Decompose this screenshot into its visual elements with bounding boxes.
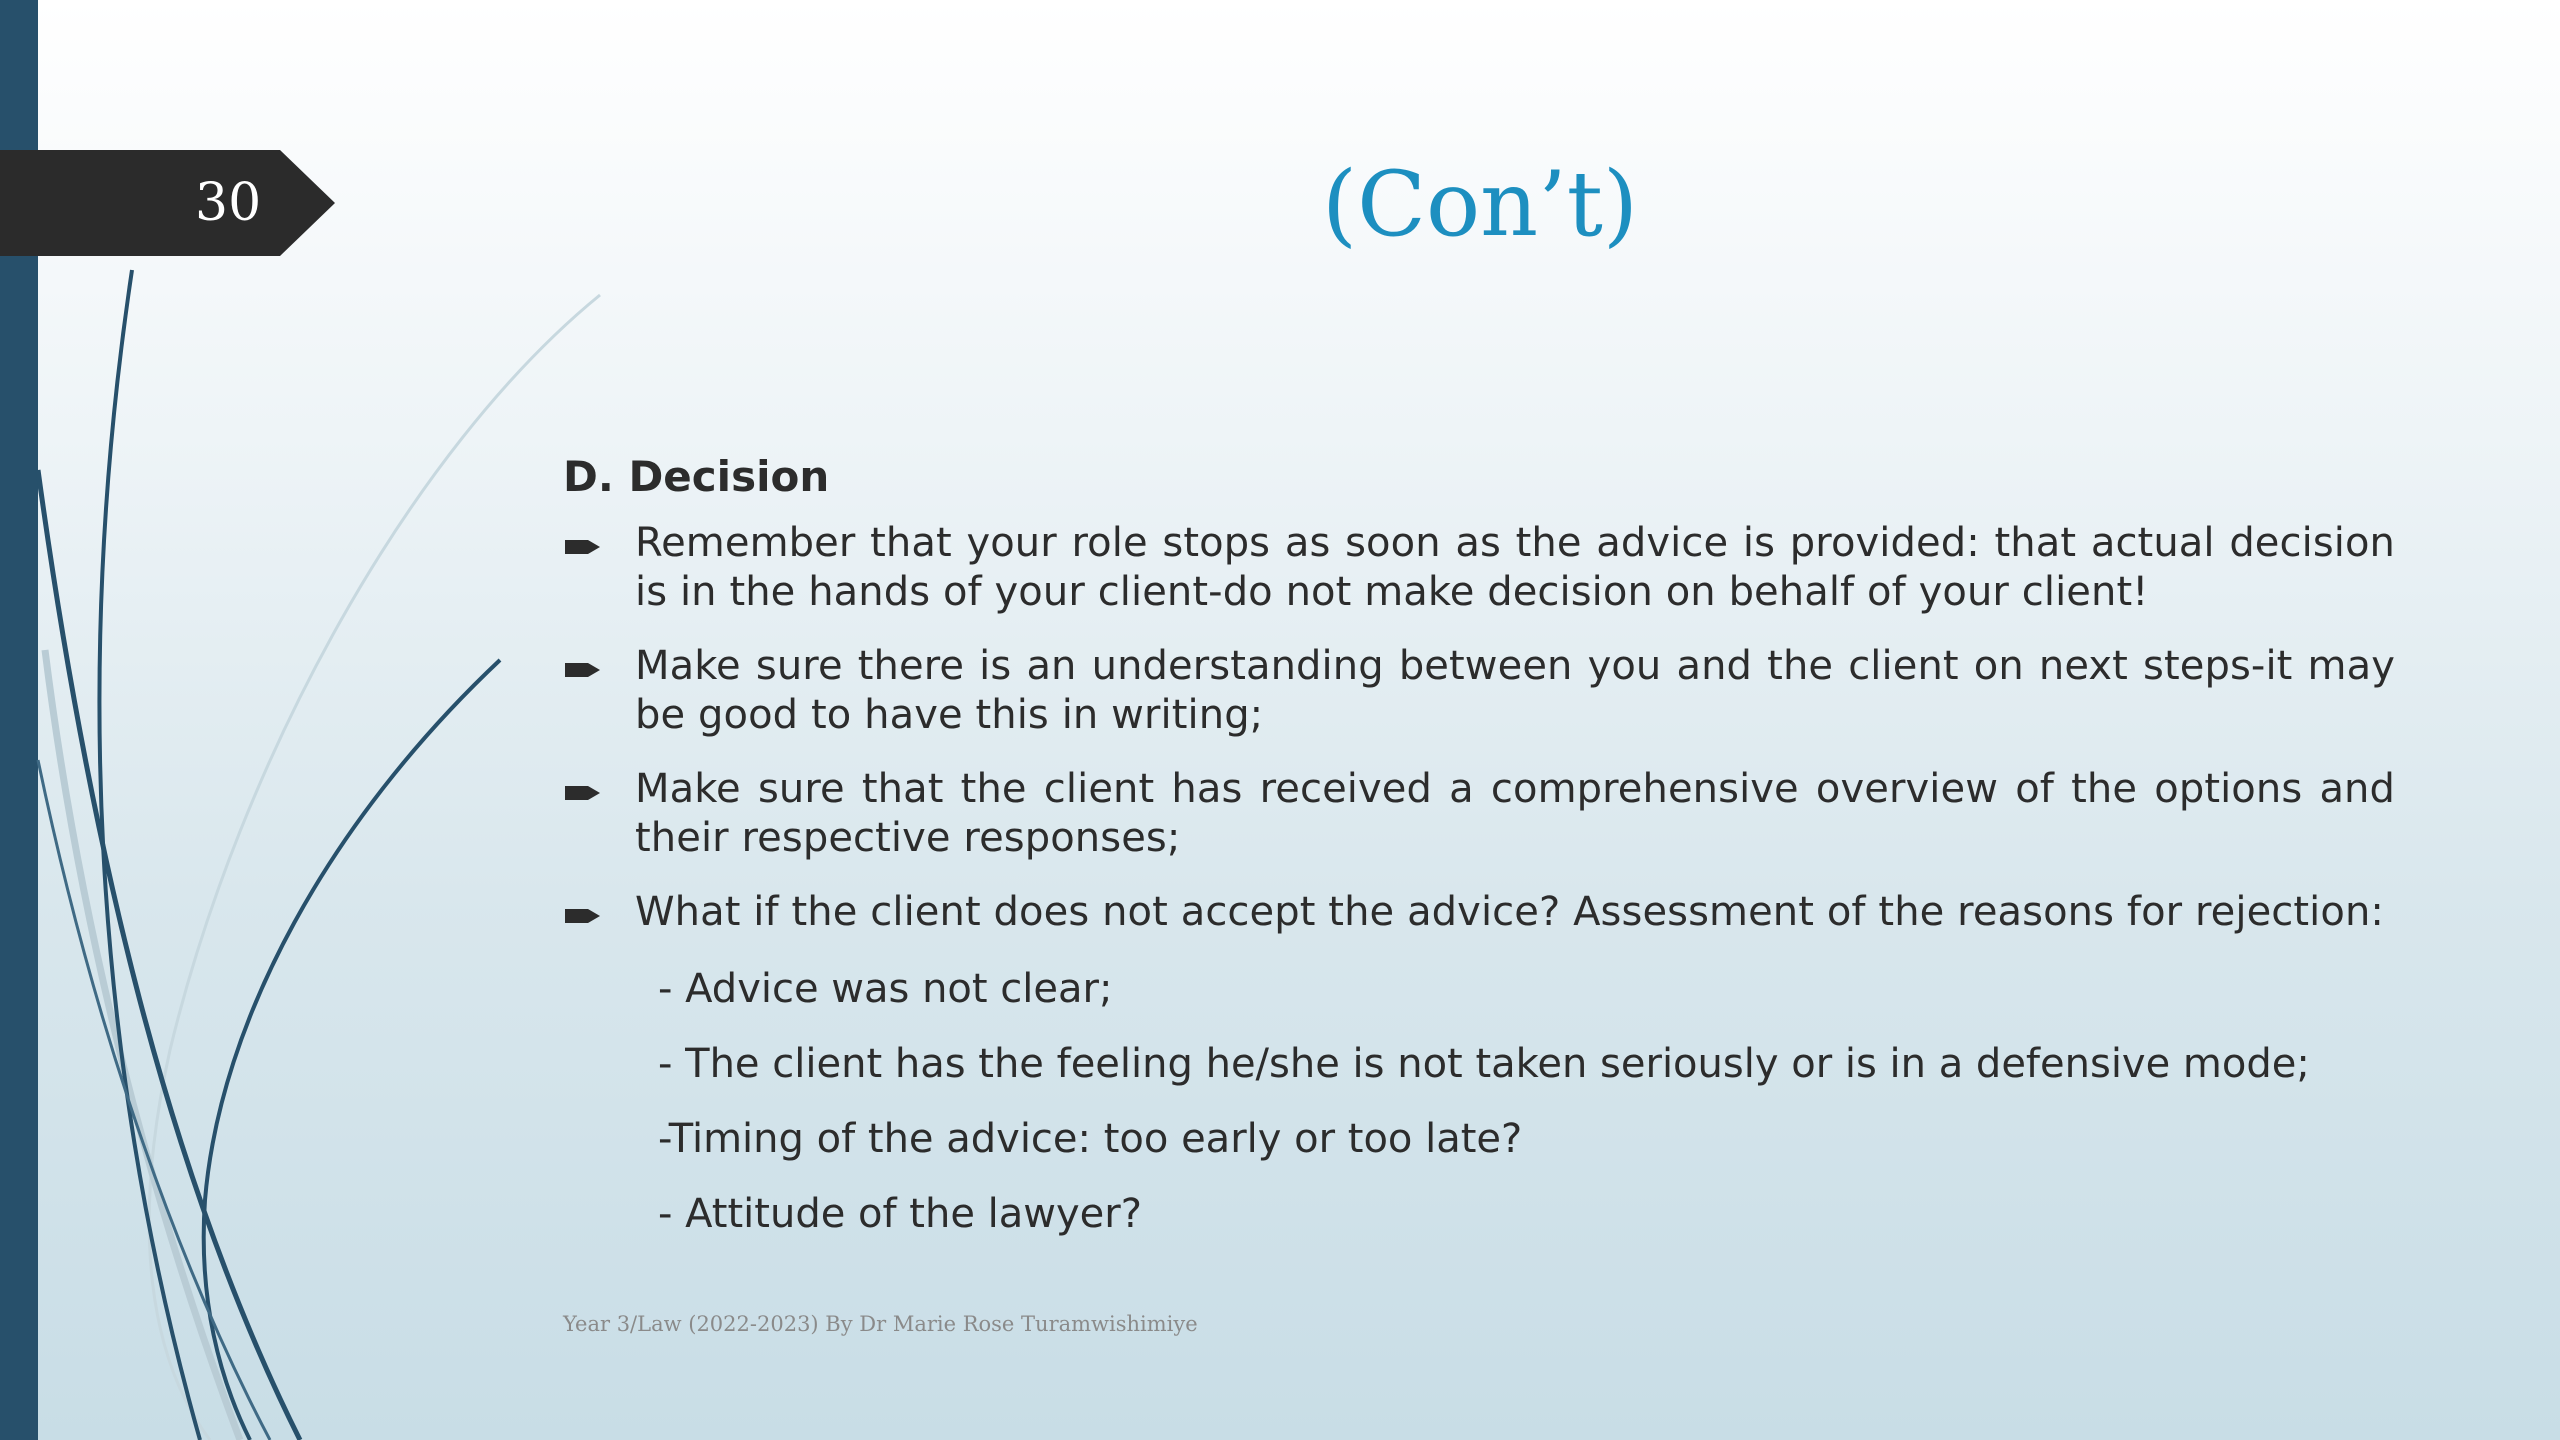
slide-content — [563, 447, 2395, 1265]
decor-curve — [45, 650, 240, 1440]
decor-curve — [204, 660, 500, 1440]
decor-curve — [99, 270, 200, 1440]
sub-item: - Advice was not clear; — [658, 966, 1113, 1012]
sub-item: - The client has the feeling he/she is not taken seriously or is in a defensive mode; — [658, 1041, 2310, 1087]
pointing-arrow-bullet-icon — [563, 888, 635, 940]
bullet-text: Make sure there is an understanding between you and the client on next steps-it may be good to have this in writing; — [635, 643, 2395, 738]
slide-footer: Year 3/Law (2022-2023) By Dr Marie Rose Turamwishimiye — [563, 1312, 1198, 1336]
bullet-item — [563, 765, 2395, 863]
decor-curve — [38, 760, 270, 1440]
bullet-text: Make sure that the client has received a comprehensive overview of the options and their respective responses; — [635, 766, 2395, 861]
page-number: 30 — [195, 173, 262, 233]
pointing-arrow-bullet-icon — [563, 642, 635, 694]
bullet-item — [563, 519, 2395, 617]
slide-title: (Con’t) — [1321, 152, 1638, 257]
decor-curve — [149, 295, 600, 1440]
section-heading: D. Decision — [563, 452, 830, 501]
bullet-text: Remember that your role stops as soon as the advice is provided: that actual decision is in the hands of your client-do not make decision on behalf of your client! — [635, 520, 2395, 615]
decor-curve — [38, 470, 300, 1440]
bullet-item — [563, 888, 2395, 940]
pointing-arrow-bullet-icon — [563, 519, 635, 571]
sub-item-list — [658, 965, 2395, 1239]
sub-item: -Timing of the advice: too early or too late? — [658, 1116, 1523, 1162]
bullet-item — [563, 642, 2395, 740]
page-number-tab — [0, 150, 335, 256]
pointing-arrow-bullet-icon — [563, 765, 635, 817]
bullet-text: What if the client does not accept the advice? Assessment of the reasons for rejection: — [635, 889, 2384, 935]
sub-item: - Attitude of the lawyer? — [658, 1191, 1142, 1237]
